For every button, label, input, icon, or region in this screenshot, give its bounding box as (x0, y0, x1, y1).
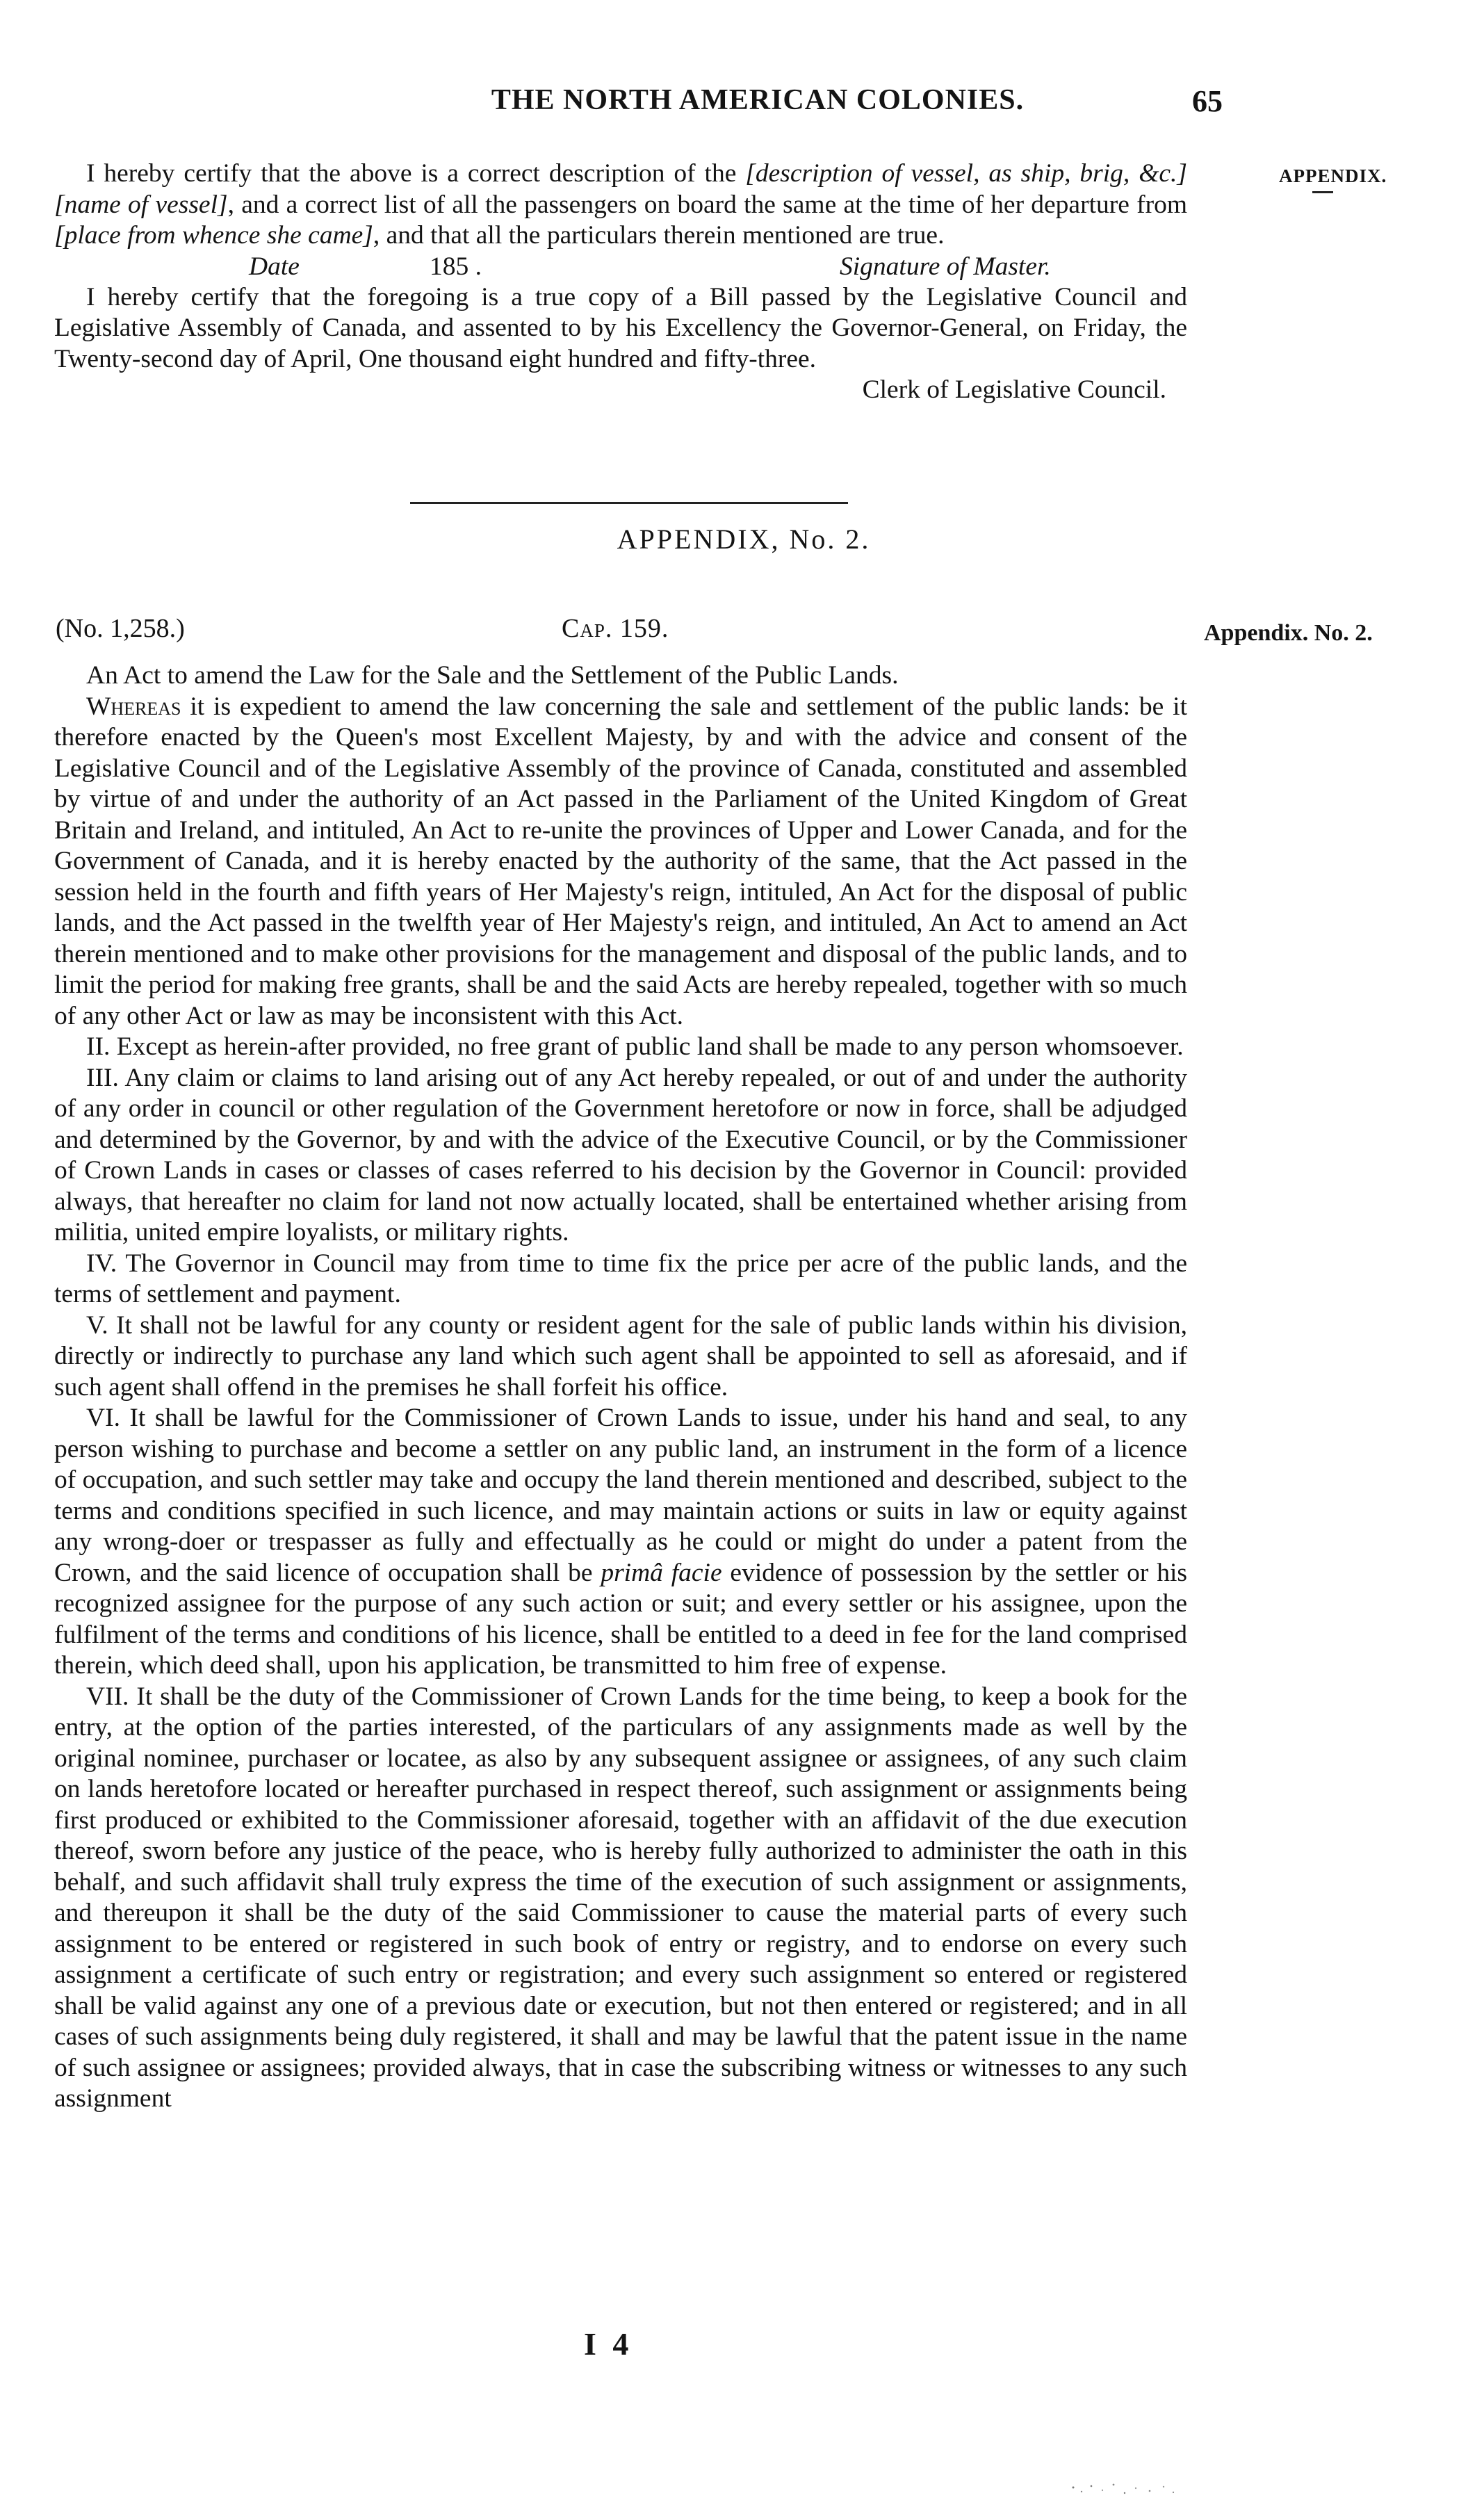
cert-vessel-description: [description of vessel, as ship, brig, &c.] (745, 159, 1187, 188)
cert-text-e: , and a correct list of all the passengers on board the same at the time of her departure from (227, 190, 1187, 219)
margin-note-appendix: APPENDIX. (1279, 165, 1387, 186)
scan-speckle-icon (1068, 2480, 1179, 2497)
printer-signature-mark: I 4 (584, 2326, 633, 2362)
clerk-signature: Clerk of Legislative Council. (862, 375, 1166, 404)
section-6-text-a: VI. It shall be lawful for the Commissioner of Crown Lands to issue, under his hand and seal, to any person wishing to purchase and become a settler on any public land, an instrument in the form of a licence of occupation, and such settler may take and occupy the land therein mentioned and described, subject to the terms and conditions specified in such licence, and may maintain actions or suits in law or equity against any wrong-doer or trespasser as fully and effectually as he could or might do under a patent from the Crown, and the said licence of occupation shall be (54, 1404, 1187, 1587)
margin-note-appendix-no2: Appendix. No. 2. (1204, 620, 1373, 646)
act-preamble (54, 692, 1187, 1032)
prima-facie: primâ facie (601, 1558, 722, 1587)
page-number: 65 (1192, 84, 1223, 118)
section-divider (410, 502, 848, 504)
section-4: IV. The Governor in Council may from time to time fix the price per acre of the public lands, and the terms of settlement and payment. (54, 1249, 1187, 1308)
section-6 (54, 1403, 1187, 1682)
whereas-word: Whereas (86, 692, 181, 721)
act-text (54, 660, 1187, 2115)
date-year: 185 . (430, 252, 482, 281)
running-title: THE NORTH AMERICAN COLONIES. (491, 84, 1025, 116)
cert-origin-place: [place from whence she came] (54, 221, 373, 250)
appendix-title: APPENDIX, No. 2. (617, 523, 871, 555)
date-label: Date (249, 252, 300, 281)
cert-text-a: I hereby certify that the above is a correct description of the (86, 159, 746, 188)
certificate-block (54, 159, 1187, 406)
chapter-number: Cap. 159. (562, 614, 669, 643)
bill-certificate-paragraph: I hereby certify that the foregoing is a true copy of a Bill passed by the Legislative Council and Legislative Assembly of Canada, and assented to by his Excellency the Governor-General, on Friday, the Twenty-second day of April, One thousand eight hundred and fifty-three. (54, 282, 1187, 373)
section-3: III. Any claim or claims to land arising out of any Act hereby repealed, or out of and under the authority of any order in council or other regulation of the Government heretofore or now in force, shall be adjudged and determined by the Governor, by and with the advice of the Executive Council, or by the Commissioner of Crown Lands in cases or classes of cases referred to his decision by the Governor in Council: provided always, that hereafter no claim for land not now actually located, shall be entertained whether arising from militia, united empire loyalists, or military rights. (54, 1063, 1187, 1247)
section-6-text-c: evidence of possession by the settler or his recognized assignee for the purpose of any such action or suit; and every settler or his assignee, upon the fulfilment of the terms and conditions of his licence, shall be entitled to a deed in fee for the land comprised therein, which deed shall, upon his application, be transmitted to him free of expense. (54, 1558, 1187, 1680)
section-7: VII. It shall be the duty of the Commissioner of Crown Lands for the time being, to keep a book for the entry, at the option of the parties interested, of the particulars of any assignments made as well by the original nominee, purchaser or locatee, as also by any subsequent assignee or assignees, of any such claim on lands heretofore located or hereafter purchased in respect thereof, such assignment or assignments being first produced or exhibited to the Commissioner aforesaid, together with an affidavit of the due execution thereof, sworn before any justice of the peace, who is hereby fully authorized to administer the oath in this behalf, and such affidavit shall truly express the time of the execution of such assignment or assignments, and thereupon it shall be the duty of the said Commissioner to cause the material parts of every such assignment to be entered or registered in such book of entry or registry, and to endorse on every such assignment a certificate of such entry or registration; and every such assignment so entered or registered shall be valid against any one of a previous date or execution, but not then entered or registered; and in all cases of such assignments being duly registered, it shall and may be lawful that the patent issue in the name of such assignee or assignees; provided always, that in case the subscribing witness or witnesses to any such assignment (54, 1682, 1187, 2113)
margin-dash (1312, 191, 1333, 193)
preamble-text: it is expedient to amend the law concerning the sale and settlement of the public lands: be it therefore enacted by the Queen's most Excellent Majesty, by and with the advice and consent of the Legislative Council and of the Legislative Assembly of the province of Canada, constituted and assembled by virtue of and under the authority of an Act passed in the Parliament of the United Kingdom of Great Britain and Ireland, and intituled, An Act to re-unite the provinces of Upper and Lower Canada, and for the Government of Canada, and it is hereby enacted by the authority of the same, that the Act passed in the session held in the fourth and fifth years of Her Majesty's reign, intituled, An Act for the disposal of public lands, and the Act passed in the twelfth year of Her Majesty's reign, and intituled, An Act to amend an Act therein mentioned and to make other provisions for the management and disposal of the public lands, and to limit the period for making free grants, shall be and the said Acts are hereby repealed, together with so much of any other Act or law as may be inconsistent with this Act. (54, 692, 1187, 1030)
date-signature-row (54, 252, 1187, 282)
signature-label: Signature of Master. (840, 252, 1051, 281)
cert-text-g: , and that all the particulars therein mentioned are true. (373, 221, 945, 250)
certificate-paragraph (54, 159, 1187, 252)
section-2: II. Except as herein-after provided, no free grant of public land shall be made to any person whomsoever. (86, 1032, 1184, 1061)
act-title: An Act to amend the Law for the Sale and the Settlement of the Public Lands. (86, 661, 899, 690)
document-number: (No. 1,258.) (56, 614, 185, 643)
section-5: V. It shall not be lawful for any county or resident agent for the sale of public lands within his division, directly or indirectly to purchase any land which such agent shall be appointed to sell as aforesaid, and if such agent shall offend in the premises he shall forfeit his office. (54, 1310, 1187, 1402)
cert-vessel-name: [name of vessel] (54, 190, 228, 219)
